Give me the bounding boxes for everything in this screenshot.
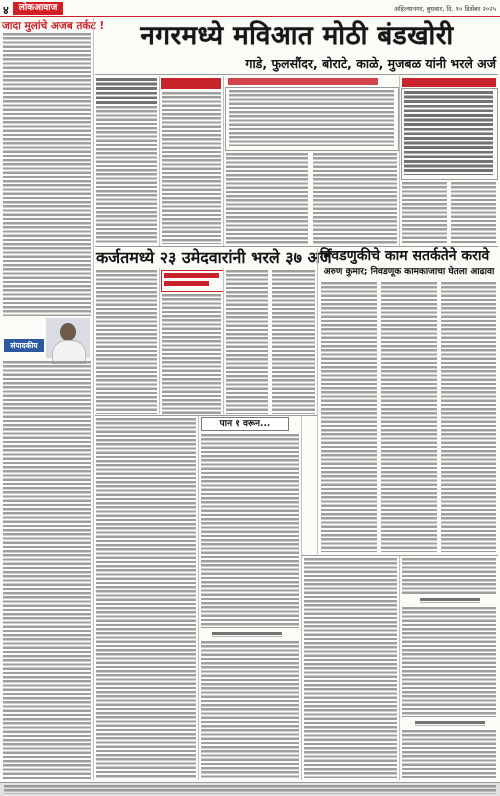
column-divider bbox=[198, 416, 199, 780]
article-body-text bbox=[226, 153, 308, 244]
section-rule bbox=[95, 74, 498, 75]
column-divider bbox=[301, 416, 302, 780]
column-divider bbox=[223, 268, 224, 414]
dateline: अहिल्यानगर, बुधवार, दि. १० डिसेंबर २०२५ bbox=[394, 5, 496, 13]
imprint-footer bbox=[0, 782, 500, 796]
page-number: ४ bbox=[3, 4, 9, 17]
section-heading-bar bbox=[164, 281, 209, 286]
article-intro-text bbox=[96, 78, 157, 104]
section-heading-bar bbox=[228, 78, 378, 85]
article-body-text bbox=[226, 270, 268, 414]
article-body-text bbox=[162, 294, 221, 414]
article-body-text bbox=[3, 361, 91, 779]
article-body-text bbox=[321, 282, 377, 552]
column-divider bbox=[399, 556, 400, 780]
photo-head-shape bbox=[60, 323, 76, 341]
imprint-text bbox=[4, 785, 496, 794]
column-divider bbox=[159, 76, 160, 246]
section-rule bbox=[302, 555, 498, 556]
article-body-text bbox=[201, 641, 299, 778]
column-divider bbox=[93, 18, 94, 780]
left-column-headline: जादा मुलांचे अजब तर्कट ! bbox=[2, 20, 105, 32]
article-body-text bbox=[201, 434, 299, 628]
article-body-text bbox=[96, 270, 157, 414]
newspaper-logo: लोकआवाज bbox=[13, 2, 63, 15]
article-body-text bbox=[304, 558, 397, 778]
section-heading-bar bbox=[161, 78, 221, 89]
article-body-text bbox=[404, 91, 493, 175]
article-body-text bbox=[402, 730, 496, 778]
article-body-text bbox=[229, 90, 394, 146]
article-subheading bbox=[420, 598, 480, 603]
article-subheading bbox=[415, 721, 485, 726]
article-body-text bbox=[402, 182, 447, 244]
article-body-text bbox=[3, 33, 91, 316]
article-body-text bbox=[381, 282, 437, 552]
column-divider bbox=[223, 76, 224, 246]
column-divider bbox=[159, 268, 160, 414]
editorial-author-photo bbox=[46, 318, 90, 358]
article-body-text bbox=[313, 153, 397, 244]
column-divider bbox=[317, 248, 318, 554]
article-body-text bbox=[402, 607, 496, 717]
article-body-text bbox=[96, 418, 196, 778]
section-rule bbox=[95, 246, 498, 247]
editorial-label: संपादकीय bbox=[4, 339, 44, 352]
article-body-text bbox=[451, 182, 496, 244]
lead-subheadline: गाडे, फुलसौंदर, बोराटे, काळे, मुजबळ यांनी भरले अर्ज bbox=[245, 56, 496, 71]
article-body-text bbox=[162, 92, 221, 244]
section-heading-bar bbox=[164, 273, 219, 278]
article-body-text bbox=[402, 558, 496, 594]
section-rule bbox=[95, 415, 317, 416]
election-work-subheadline: अरुण कुमार; निवडणूक कामकाजाचा घेतला आढावा bbox=[323, 267, 495, 277]
article-subheading bbox=[212, 632, 282, 637]
article-body-text bbox=[441, 282, 496, 552]
article-body-text bbox=[96, 106, 157, 244]
election-work-headline: निवडणुकीचे काम सतर्कतेने करावे bbox=[320, 248, 490, 264]
column-divider bbox=[399, 76, 400, 246]
karjat-headline: कर्जतमध्ये २३ उमेदवारांनी भरले ३७ अर्ज bbox=[96, 248, 332, 267]
continued-from-page-one-label: पान १ वरून... bbox=[201, 417, 289, 431]
article-body-text bbox=[272, 270, 315, 414]
lead-headline: नगरमध्ये मविआत मोठी बंडखोरी bbox=[140, 21, 454, 51]
section-heading-bar bbox=[402, 78, 496, 87]
